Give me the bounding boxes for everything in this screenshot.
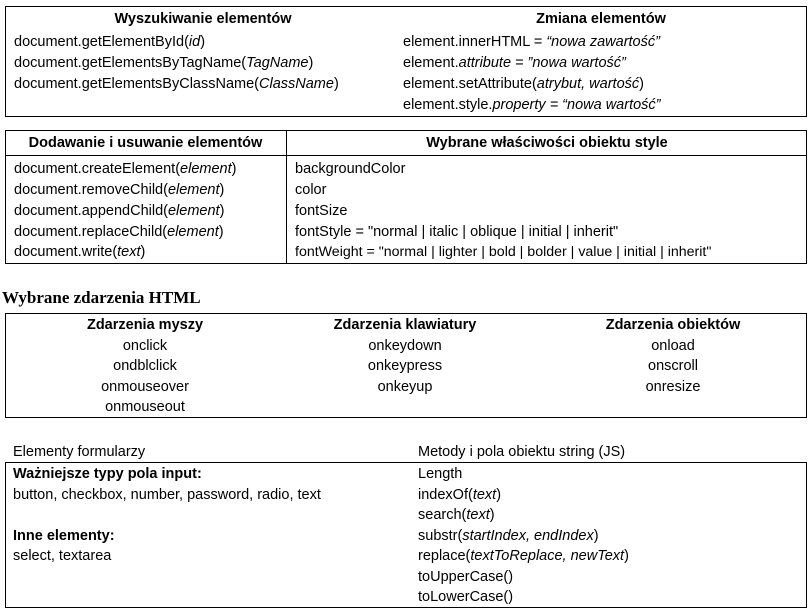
element-attribute-line: element.attribute = ”nowa wartość” (403, 55, 626, 71)
style-background-color: backgroundColor (295, 161, 406, 177)
get-by-id-line: document.getElementById(id) (14, 34, 206, 50)
replace-child-line: document.replaceChild(element) (14, 224, 224, 240)
style-color: color (295, 182, 327, 198)
string-length: Length (418, 466, 463, 482)
style-properties-header: Wybrane właściwości obiektu style (426, 135, 668, 151)
get-by-classname-line: document.getElementsByClassName(ClassName) (14, 76, 339, 92)
input-types-list: button, checkbox, number, password, radio, text (13, 487, 321, 503)
style-property-line: element.style.property = “nowa wartość” (403, 97, 661, 113)
event-onkeyup: onkeyup (377, 379, 433, 395)
table2-header-divider (5, 155, 807, 156)
event-ondblclick: ondblclick (113, 358, 177, 374)
form-elements-caption: Elementy formularzy (13, 444, 146, 460)
mouse-events-header: Zdarzenia myszy (86, 317, 204, 333)
string-indexof: indexOf(text) (418, 487, 502, 503)
other-elements-list: select, textarea (13, 548, 112, 564)
remove-child-line: document.removeChild(element) (14, 182, 225, 198)
input-types-header: Ważniejsze typy pola input: (13, 466, 202, 482)
append-child-line: document.appendChild(element) (14, 203, 225, 219)
event-onmouseout: onmouseout (105, 399, 185, 415)
style-font-style: fontStyle = "normal | italic | oblique | initial | inherit" (295, 224, 619, 240)
string-replace: replace(textToReplace, newText) (418, 548, 629, 564)
object-events-header: Zdarzenia obiektów (605, 317, 741, 333)
inner-html-line: element.innerHTML = “nowa zawartość” (403, 34, 660, 50)
event-onscroll: onscroll (648, 358, 698, 374)
create-element-line: document.createElement(element) (14, 161, 237, 177)
event-onkeypress: onkeypress (367, 358, 443, 374)
style-font-size: fontSize (295, 203, 348, 219)
event-onmouseover: onmouseover (101, 379, 189, 395)
events-section-title: Wybrane zdarzenia HTML (2, 288, 201, 307)
event-onresize: onresize (645, 379, 701, 395)
document-write-line: document.write(text) (14, 244, 146, 260)
string-substr: substr(startIndex, endIndex) (418, 528, 599, 544)
add-remove-header: Dodawanie i usuwanie elementów (28, 135, 263, 151)
other-elements-header: Inne elementy: (13, 528, 115, 544)
change-elements-header: Zmiana elementów (536, 11, 666, 27)
set-attribute-line: element.setAttribute(atrybut, wartość) (403, 76, 644, 92)
keyboard-events-header: Zdarzenia klawiatury (333, 317, 477, 333)
event-onkeydown: onkeydown (368, 338, 442, 354)
string-search: search(text) (418, 507, 495, 523)
string-touppercase: toUpperCase() (418, 569, 514, 585)
string-methods-caption: Metody i pola obiektu string (JS) (418, 444, 626, 460)
event-onclick: onclick (122, 338, 168, 354)
search-elements-header: Wyszukiwanie elementów (114, 11, 292, 27)
style-font-weight: fontWeight = "normal | lighter | bold | bolder | value | initial | inherit" (295, 244, 712, 260)
string-tolowercase: toLowerCase() (418, 589, 514, 605)
event-onload: onload (651, 338, 695, 354)
get-by-tagname-line: document.getElementsByTagName(TagName) (14, 55, 314, 71)
